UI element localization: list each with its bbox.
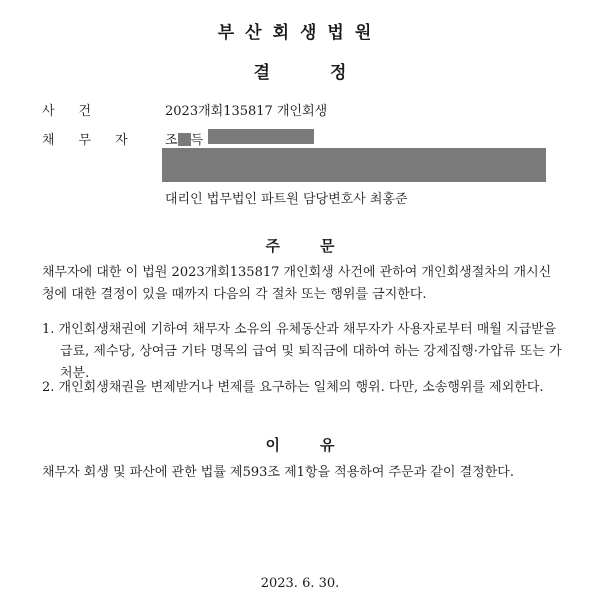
redaction-block-details [162, 148, 546, 182]
order-item-1: 1. 개인회생채권에 기하여 채무자 소유의 유체동산과 채무자가 사용자로부터 매월 지급받을 급료, 제수당, 상여금 기타 명목의 급여 및 퇴직금에 대하여 하는 강제집행·가압류 또는 가처분. [42, 322, 562, 381]
representative: 대리인 법무법인 파트원 담당변호사 최홍준 [165, 192, 408, 207]
order-item-2: 2. 개인회생채권을 변제받거나 변제를 요구하는 일체의 행위. 다만, 소송행위를 제외한다. [42, 380, 544, 395]
debtor-name [165, 129, 203, 148]
case-value: 2023개회135817 개인회생 [165, 104, 328, 119]
order-paragraph: 채무자에 대한 이 법원 2023개회135817 개인회생 사건에 관하여 개인회생절차의 개시신청에 대한 결정이 있을 때까지 다음의 각 절차 또는 행위를 금지한다. [42, 265, 552, 302]
debtor-name-first: 조 [165, 133, 178, 148]
case-label: 사건 [42, 104, 116, 119]
decision-date: 2023. 6. 30. [260, 576, 340, 591]
redaction-block-address [208, 129, 314, 144]
court-name: 부산회생법원 [217, 23, 383, 43]
redaction-inline [178, 133, 191, 146]
order-heading: 주문 [265, 237, 375, 255]
reason-paragraph: 채무자 회생 및 파산에 관한 법률 제593조 제1항을 적용하여 주문과 같이 결정한다. [42, 465, 514, 480]
debtor-name-last: 득 [190, 133, 204, 148]
reason-heading: 이유 [265, 436, 375, 454]
document-type: 결정 [253, 63, 407, 83]
debtor-label: 채무자 [42, 133, 152, 148]
